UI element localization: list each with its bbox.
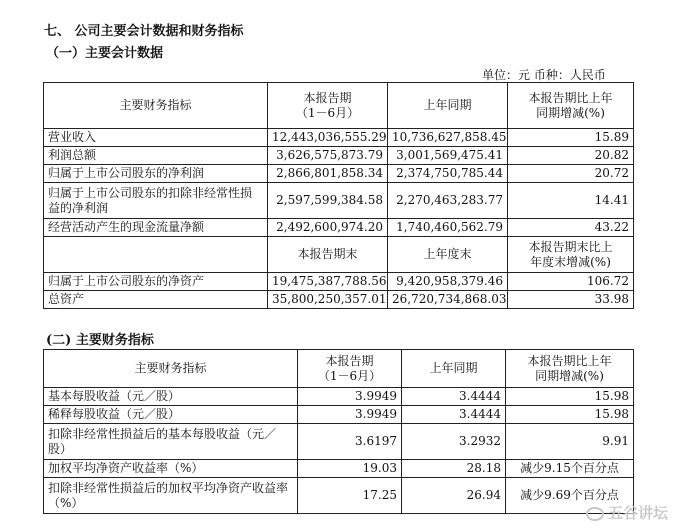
cell-value: 1,740,460,562.79 <box>388 219 508 237</box>
cell-value: 3.2932 <box>402 424 506 460</box>
cell-value: 14.41 <box>508 183 634 219</box>
subheader-change: 本报告期末比上 年度末增减(%) <box>508 237 634 273</box>
cell-value: 20.82 <box>508 147 634 165</box>
cell-value: 3.6197 <box>298 424 402 460</box>
cell-value: 12,443,036,555.29 <box>268 129 388 147</box>
cell-value: 15.98 <box>506 388 634 406</box>
cell-value: 3.9949 <box>298 406 402 424</box>
cell-value: 15.98 <box>506 406 634 424</box>
header-current-period: 本报告期 （1－6月） <box>268 83 388 129</box>
header-indicator: 主要财务指标 <box>44 83 268 129</box>
cell-value: 2,270,463,283.77 <box>388 183 508 219</box>
row-label: 归属于上市公司股东的净利润 <box>44 165 268 183</box>
row-label: 总资产 <box>44 291 268 309</box>
watermark-text: 五谷讲坛 <box>607 504 668 522</box>
table-header-row <box>44 83 634 129</box>
cell-value: 43.22 <box>508 219 634 237</box>
table-row <box>44 424 634 460</box>
section-title: 七、 公司主要会计数据和财务指标 <box>44 24 244 39</box>
subheader-last-year-end: 上年度末 <box>388 237 508 273</box>
cell-value: 2,597,599,384.58 <box>268 183 388 219</box>
cell-value: 3,626,575,873.79 <box>268 147 388 165</box>
header-current-period: 本报告期 （1－6月） <box>298 350 402 388</box>
table-row <box>44 273 634 291</box>
cell-value: 26.94 <box>402 478 506 514</box>
table-row <box>44 165 634 183</box>
header-last-year: 上年同期 <box>402 350 506 388</box>
table-row <box>44 291 634 309</box>
cell-value: 35,800,250,357.01 <box>268 291 388 309</box>
cell-value: 106.72 <box>508 273 634 291</box>
subheader-period-end: 本报告期末 <box>268 237 388 273</box>
row-label: 稀释每股收益（元／股） <box>44 406 298 424</box>
watermark <box>586 502 668 523</box>
table-row <box>44 183 634 219</box>
row-label: 经营活动产生的现金流量净额 <box>44 219 268 237</box>
cell-value: 2,374,750,785.44 <box>388 165 508 183</box>
row-label: 归属于上市公司股东的净资产 <box>44 273 268 291</box>
row-label: 基本每股收益（元／股） <box>44 388 298 406</box>
accounting-data-table <box>43 82 634 309</box>
weibo-icon <box>586 507 604 521</box>
row-label: 扣除非经常性损益后的基本每股收益（元／股） <box>44 424 298 460</box>
cell-value: 3.4444 <box>402 406 506 424</box>
table-row <box>44 219 634 237</box>
cell-value: 10,736,627,858.45 <box>388 129 508 147</box>
row-label: 加权平均净资产收益率（%） <box>44 460 298 478</box>
table-row <box>44 388 634 406</box>
table-row <box>44 460 634 478</box>
cell-value: 3,001,569,475.41 <box>388 147 508 165</box>
cell-value: 19,475,387,788.56 <box>268 273 388 291</box>
cell-value: 9.91 <box>506 424 634 460</box>
cell-value: 17.25 <box>298 478 402 514</box>
table-row <box>44 406 634 424</box>
cell-value: 2,492,600,974.20 <box>268 219 388 237</box>
cell-value: 26,720,734,868.03 <box>388 291 508 309</box>
cell-value: 33.98 <box>508 291 634 309</box>
cell-value: 20.72 <box>508 165 634 183</box>
table-subheader-row <box>44 237 634 273</box>
table-row <box>44 147 634 165</box>
financial-indicators-table <box>43 349 634 514</box>
header-change: 本报告期比上年 同期增减(%) <box>508 83 634 129</box>
cell-value: 19.03 <box>298 460 402 478</box>
cell-value: 28.18 <box>402 460 506 478</box>
cell-value: 3.4444 <box>402 388 506 406</box>
table-row <box>44 478 634 514</box>
subheader-indicator <box>44 237 268 273</box>
cell-value: 9,420,958,379.46 <box>388 273 508 291</box>
table-header-row <box>44 350 634 388</box>
row-label: 归属于上市公司股东的扣除非经常性损益的净利润 <box>44 183 268 219</box>
row-label: 扣除非经常性损益后的加权平均净资产收益率（%） <box>44 478 298 514</box>
cell-value: 减少9.69个百分点 <box>506 478 634 514</box>
header-change: 本报告期比上年 同期增减(%) <box>506 350 634 388</box>
cell-value: 3.9949 <box>298 388 402 406</box>
row-label: 利润总额 <box>44 147 268 165</box>
header-last-year: 上年同期 <box>388 83 508 129</box>
cell-value: 15.89 <box>508 129 634 147</box>
unit-label: 单位：元 币种：人民币 <box>482 68 606 82</box>
cell-value: 2,866,801,858.34 <box>268 165 388 183</box>
row-label: 营业收入 <box>44 129 268 147</box>
cell-value: 减少9.15个百分点 <box>506 460 634 478</box>
subsection-title-1: （一）主要会计数据 <box>46 46 164 61</box>
table-row <box>44 129 634 147</box>
subsection-title-2: (二) 主要财务指标 <box>46 333 154 348</box>
header-indicator: 主要财务指标 <box>44 350 298 388</box>
